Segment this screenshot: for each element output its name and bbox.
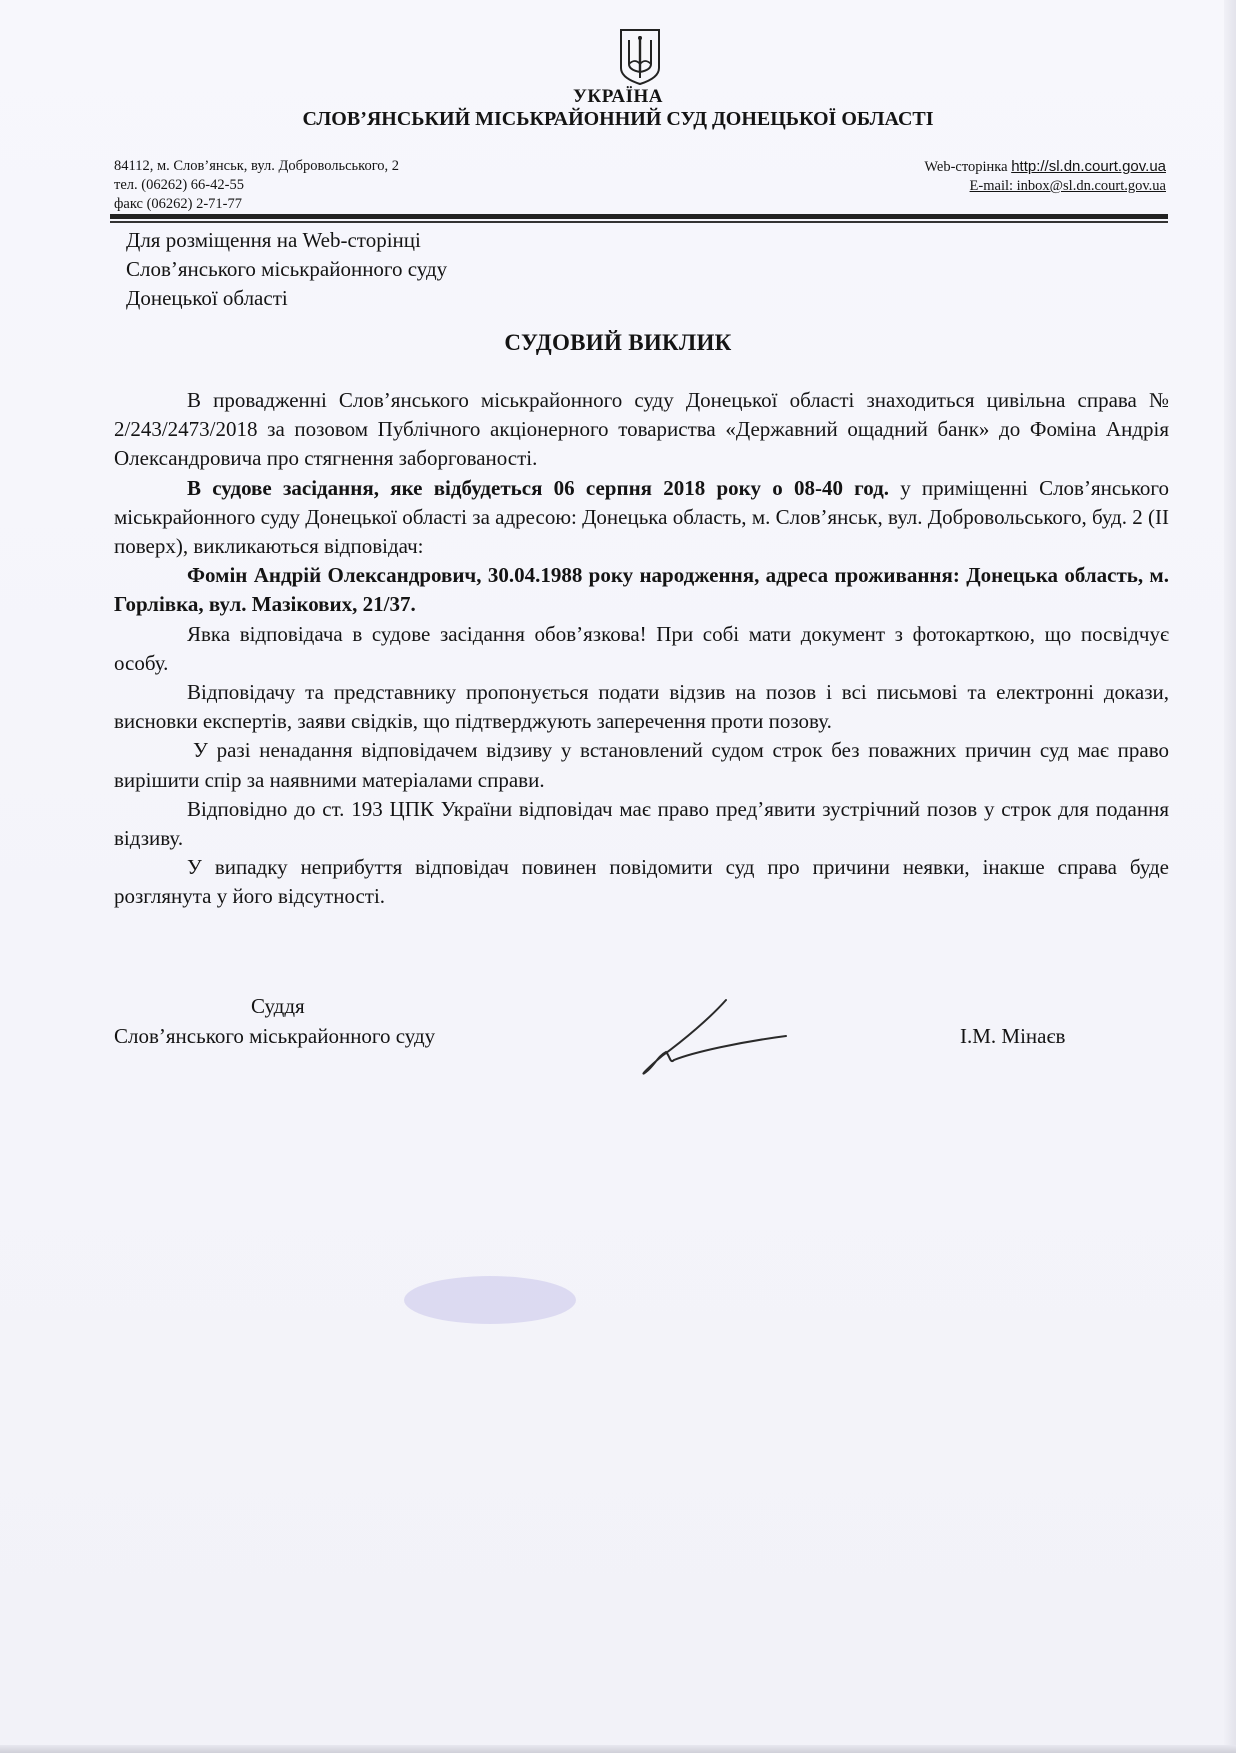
trident-emblem-icon — [617, 28, 663, 86]
court-address: 84112, м. Слов’янськ, вул. Добровольського, 2 — [114, 158, 400, 174]
body-paragraph: Відповідачу та представнику пропонується подати відзив на позов і всі письмові та електронні докази, висновки експертів, заяви свідків, що підтверджують заперечення проти позову. — [114, 680, 1169, 734]
court-name-heading: СЛОВ’ЯНСЬКИЙ МІСЬКРАЙОННИЙ СУД ДОНЕЦЬКОЇ ОБЛАСТІ — [302, 108, 934, 130]
body-paragraph: У випадку неприбуття відповідач повинен повідомити суд про причини неявки, інакше справа буде розглянута у його відсутності. — [114, 855, 1169, 909]
web-line — [924, 157, 1166, 177]
handwritten-signature-icon — [640, 996, 790, 1082]
body-paragraph: В провадженні Слов’янського міськрайонного суду Донецької області знаходиться цивільна справа № 2/243/2473/2018 за позовом Публічного акціонерного товариства «Державний ощадний банк» до Фоміна Андрія Олександровича про стягнення заборгованості. — [114, 388, 1169, 471]
hearing-date-bold: В судове засідання, яке відбудеться 06 серпня 2018 року о 08-40 год. — [187, 475, 889, 500]
court-fax: факс (06262) 2-71-77 — [114, 196, 243, 212]
header-divider-thin — [110, 221, 1168, 223]
body-paragraph: Явка відповідача в судове засідання обов’язкова! При собі мати документ з фотокарткою, що посвідчує особу. — [114, 621, 1169, 675]
body-paragraph: Відповідно до ст. 193 ЦПК України відповідач має право пред’явити зустрічний позов у строк для подання відзиву. — [114, 796, 1169, 851]
court-phone: тел. (06262) 66-42-55 — [114, 177, 244, 193]
addressee-line: Донецької області — [126, 286, 288, 310]
judge-court: Слов’янського міськрайонного суду — [114, 1024, 436, 1048]
addressee-block — [126, 226, 447, 313]
body-paragraph: У разі ненадання відповідачем відзиву у встановлений судом строк без поважних причин суд має право вирішити спір за наявними матеріалами справи. — [114, 738, 1169, 792]
addressee-line: Слов’янського міськрайонного суду — [126, 257, 448, 281]
document-body — [114, 386, 1169, 912]
email-link[interactable]: E-mail: inbox@sl.dn.court.gov.ua — [969, 178, 1166, 194]
defendant-details-bold: Фомін Андрій Олександрович, 30.04.1988 року народження, адреса проживання: Донецька область, м. Горлівка, вул. Мазікових, 21/37. — [114, 563, 1169, 617]
web-link[interactable]: http://sl.dn.court.gov.ua — [1011, 158, 1166, 175]
judge-title: Суддя — [251, 994, 305, 1018]
web-label: Web-сторінка — [924, 159, 1008, 175]
faded-stamp-icon — [400, 1270, 580, 1330]
document-title: СУДОВИЙ ВИКЛИК — [504, 330, 732, 355]
hearing-paragraph — [114, 474, 1169, 562]
defendant-paragraph — [114, 561, 1169, 619]
addressee-line: Для розміщення на Web-сторінці — [126, 228, 421, 252]
scan-edge-right — [1224, 0, 1236, 1753]
court-contacts — [114, 157, 399, 214]
judge-name: І.М. Мінаєв — [960, 1024, 1066, 1048]
hearing-location: у приміщенні Слов’янського міськрайонного суду Донецької області за адресою: Донецька область, м. Слов’янськ, вул. Добровольського, буд. 2 (ІІ поверх), викликаються відповідач: — [114, 475, 1169, 559]
court-online-contacts — [924, 157, 1166, 196]
header-divider-thick — [110, 214, 1168, 219]
country-heading: УКРАЇНА — [572, 86, 663, 107]
scan-edge-bottom — [0, 1745, 1236, 1753]
